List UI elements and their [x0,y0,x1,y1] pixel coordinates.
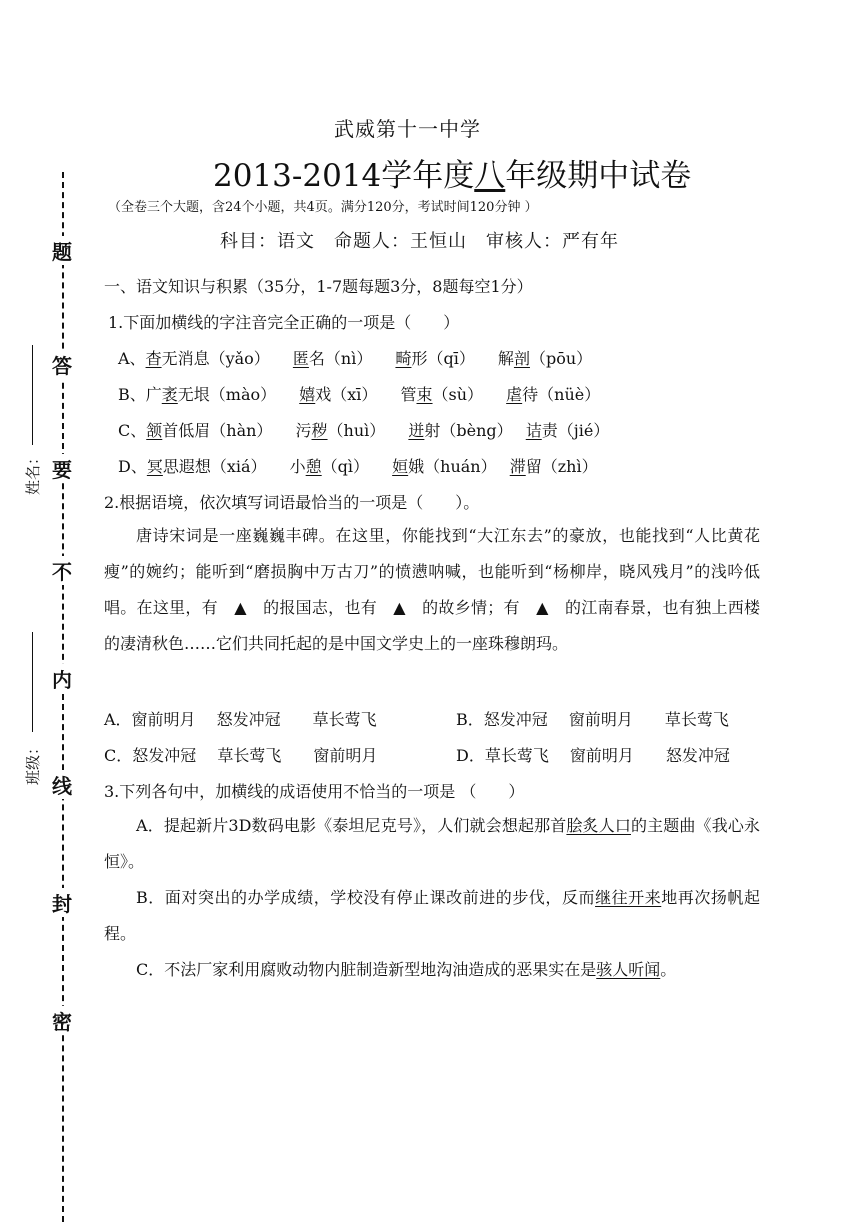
q1-option-c: C、颔首低眉（hàn） 污秽（huì） 迸射（bèng） 诘责（jié） [118,421,610,440]
class-blank-line [32,632,33,732]
section-title: 一、语文知识与积累（35分，1-7题每题3分，8题每空1分） [104,277,533,296]
q3-option-a: A．提起新片3D数码电影《泰坦尼克号》，人们就会想起那首脍炙人口的主题曲《我心永恒》。 [104,816,760,871]
binding-char-ti: 题 [52,236,72,265]
q3-stem: 3.下列各句中，加横线的成语使用不恰当的一项是 （ ） [104,782,525,801]
q3-option-b: B．面对突出的办学成绩，学校没有停止课改前进的步伐，反而继往开来地再次扬帆起程。 [104,888,760,943]
class-label: 班级： [24,739,42,785]
q2-option-a: A．窗前明月 怒发冲冠 草长莺飞 [104,710,377,729]
q1-option-b: B、广袤无垠（mào） 嬉戏（xī） 管束（sù） 虐待（nüè） [118,385,601,404]
title-post: 年级期中试卷 [505,158,692,194]
title-grade: 八 [474,158,506,194]
name-blank-line [32,345,33,445]
title-pre: 2013-2014学年度 [213,158,475,194]
q2-passage: 唐诗宋词是一座巍巍丰碑。在这里，你能找到“大江东去”的豪放，也能找到“人比黄花瘦”的婉约；能听到“磨损胸中万古刀”的愤懑呐喊，也能听到“杨柳岸，晓风残月”的浅吟低唱。在这里，有 ▲ 的报国志，也有 ▲ 的故乡情；有 ▲ 的江南春景，也有独上西楼的凄清秋色……它们共同托起的是中国文学史上的一座珠穆朗玛。 [104,526,760,653]
q2-option-b: B．怒发冲冠 窗前明月 草长莺飞 [456,710,729,729]
binding-char-yao: 要 [52,454,72,483]
q1-option-a: A、杳无消息（yǎo） 匿名（nì） 畸形（qī） 解剖（pōu） [118,349,593,368]
binding-dashed-line [62,172,64,1222]
binding-char-xian: 线 [52,770,72,799]
q3-option-c: C．不法厂家利用腐败动物内脏制造新型地沟油造成的恶果实在是骇人听闻。 [136,960,677,979]
q1-stem: 1.下面加横线的字注音完全正确的一项是（ ） [108,313,460,332]
name-label: 姓名： [24,449,42,495]
binding-char-da: 答 [52,350,72,379]
q2-option-c: C．怒发冲冠 草长莺飞 窗前明月 [104,746,378,765]
q2-option-d: D．草长莺飞 窗前明月 怒发冲冠 [456,746,730,765]
school-name: 武威第十一中学 [334,117,481,141]
q1-option-d: D、冥思遐想（xiá） 小憩（qì） 姮娥（huán） 滞留（zhì） [118,457,598,476]
binding-char-mi: 密 [52,1006,72,1035]
binding-char-bu: 不 [52,556,72,585]
exam-meta: 科目：语文 命题人：王恒山 审核人：严有年 [220,231,619,252]
exam-title [213,150,691,195]
binding-char-feng: 封 [52,888,72,917]
exam-note: （全卷三个大题，含24个小题，共4页。满分120分，考试时间120分钟 ） [108,200,538,215]
q2-stem: 2.根据语境，依次填写词语最恰当的一项是（ ）。 [104,493,480,512]
binding-char-nei: 内 [52,664,72,693]
